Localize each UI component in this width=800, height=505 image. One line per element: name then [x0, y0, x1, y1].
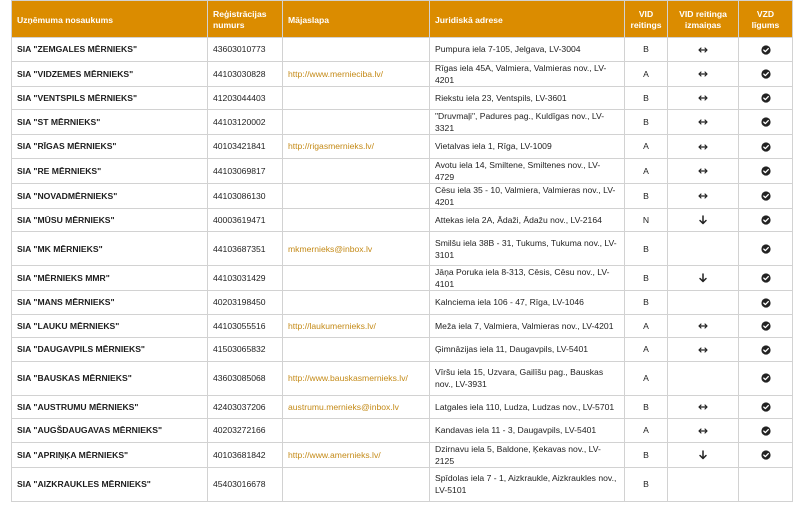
- vid-rating-cell: A: [625, 135, 668, 159]
- vid-rating-cell: B: [625, 467, 668, 501]
- rating-change-cell: [668, 208, 739, 232]
- vid-rating-cell: B: [625, 291, 668, 315]
- rating-change-cell: [668, 110, 739, 135]
- address-cell: Jāņa Poruka iela 8-313, Cēsis, Cēsu nov., LV-4101: [430, 266, 625, 291]
- vzd-contract-cell: [739, 61, 793, 86]
- column-header-vzd-contract[interactable]: VZD līgums: [739, 1, 793, 38]
- vid-rating-cell: A: [625, 338, 668, 362]
- vid-rating-cell: N: [625, 208, 668, 232]
- rating-change-cell: [668, 419, 739, 443]
- arrows-horizontal-icon: [698, 320, 708, 330]
- vzd-contract-cell: [739, 135, 793, 159]
- check-circle-icon: [761, 449, 771, 459]
- reg-number-cell: 44103120002: [208, 110, 283, 135]
- address-cell: Kalnciema iela 106 - 47, Rīga, LV-1046: [430, 291, 625, 315]
- check-circle-icon: [761, 273, 771, 283]
- reg-number-cell: 45403016678: [208, 467, 283, 501]
- company-name-cell: SIA "RE MĒRNIEKS": [12, 158, 208, 183]
- company-name-cell: SIA "LAUKU MĒRNIEKS": [12, 314, 208, 338]
- company-name-cell: SIA "AUSTRUMU MĒRNIEKS": [12, 395, 208, 419]
- column-header-website[interactable]: Mājaslapa: [283, 1, 430, 38]
- reg-number-cell: 40003619471: [208, 208, 283, 232]
- rating-change-cell: [668, 158, 739, 183]
- address-cell: Pumpura iela 7-105, Jelgava, LV-3004: [430, 38, 625, 62]
- address-cell: Vīršu iela 15, Uzvara, Gailīšu pag., Bauskas nov., LV-3931: [430, 361, 625, 395]
- reg-number-cell: 41203044403: [208, 86, 283, 110]
- arrows-horizontal-icon: [698, 92, 708, 102]
- vid-rating-cell: A: [625, 419, 668, 443]
- vzd-contract-cell: [739, 183, 793, 208]
- rating-change-cell: [668, 467, 739, 501]
- table-row: [12, 158, 793, 183]
- reg-number-cell: 44103069817: [208, 158, 283, 183]
- vid-rating-cell: B: [625, 232, 668, 266]
- vzd-contract-cell: [739, 442, 793, 467]
- vzd-contract-cell: [739, 266, 793, 291]
- website-link[interactable]: mkmernieks@inbox.lv: [283, 232, 430, 266]
- rating-change-cell: [668, 86, 739, 110]
- company-name-cell: SIA "APRIŅĶA MĒRNIEKS": [12, 442, 208, 467]
- address-cell: Cēsu iela 35 - 10, Valmiera, Valmieras nov., LV-4201: [430, 183, 625, 208]
- table-row: [12, 442, 793, 467]
- table-row: [12, 183, 793, 208]
- company-name-cell: SIA "MANS MĒRNIEKS": [12, 291, 208, 315]
- address-cell: Attekas iela 2A, Ādaži, Ādažu nov., LV-2164: [430, 208, 625, 232]
- rating-change-cell: [668, 395, 739, 419]
- check-circle-icon: [761, 401, 771, 411]
- website-link[interactable]: http://www.bauskasmernieks.lv/: [283, 361, 430, 395]
- vid-rating-cell: B: [625, 86, 668, 110]
- reg-number-cell: 40103681842: [208, 442, 283, 467]
- check-circle-icon: [761, 141, 771, 151]
- check-circle-icon: [761, 373, 771, 383]
- arrows-horizontal-icon: [698, 344, 708, 354]
- table-row: [12, 86, 793, 110]
- company-name-cell: SIA "DAUGAVPILS MĒRNIEKS": [12, 338, 208, 362]
- vzd-contract-cell: [739, 208, 793, 232]
- website-link: [283, 158, 430, 183]
- vid-rating-cell: B: [625, 395, 668, 419]
- website-link[interactable]: http://www.mernieciba.lv/: [283, 61, 430, 86]
- arrow-down-icon: [698, 273, 708, 283]
- column-header-reg-number[interactable]: Reģistrācijas numurs: [208, 1, 283, 38]
- company-name-cell: SIA "MK MĒRNIEKS": [12, 232, 208, 266]
- reg-number-cell: 44103086130: [208, 183, 283, 208]
- arrows-horizontal-icon: [698, 425, 708, 435]
- reg-number-cell: 41503065832: [208, 338, 283, 362]
- rating-change-cell: [668, 232, 739, 266]
- vzd-contract-cell: [739, 395, 793, 419]
- website-link[interactable]: http://rigasmernieks.lv/: [283, 135, 430, 159]
- reg-number-cell: 40203198450: [208, 291, 283, 315]
- vid-rating-cell: A: [625, 61, 668, 86]
- company-name-cell: SIA "AIZKRAUKLES MĒRNIEKS": [12, 467, 208, 501]
- rating-change-cell: [668, 338, 739, 362]
- company-name-cell: SIA "NOVADMĒRNIEKS": [12, 183, 208, 208]
- check-circle-icon: [761, 68, 771, 78]
- check-circle-icon: [761, 165, 771, 175]
- address-cell: Avotu iela 14, Smiltene, Smiltenes nov., LV-4729: [430, 158, 625, 183]
- website-link: [283, 38, 430, 62]
- table-row: [12, 266, 793, 291]
- table-row: [12, 291, 793, 315]
- rating-change-cell: [668, 442, 739, 467]
- rating-change-cell: [668, 266, 739, 291]
- rating-change-cell: [668, 361, 739, 395]
- address-cell: Smilšu iela 38B - 31, Tukums, Tukuma nov., LV-3101: [430, 232, 625, 266]
- website-link: [283, 338, 430, 362]
- column-header-company[interactable]: Uzņēmuma nosaukums: [12, 1, 208, 38]
- company-name-cell: SIA "RĪGAS MĒRNIEKS": [12, 135, 208, 159]
- rating-change-cell: [668, 61, 739, 86]
- table-row: [12, 314, 793, 338]
- reg-number-cell: 43603010773: [208, 38, 283, 62]
- address-cell: Latgales iela 110, Ludza, Ludzas nov., LV-5701: [430, 395, 625, 419]
- website-link[interactable]: austrumu.mernieks@inbox.lv: [283, 395, 430, 419]
- vzd-contract-cell: [739, 110, 793, 135]
- arrows-horizontal-icon: [698, 44, 708, 54]
- check-circle-icon: [761, 344, 771, 354]
- reg-number-cell: 44103031429: [208, 266, 283, 291]
- reg-number-cell: 43603085068: [208, 361, 283, 395]
- rating-change-cell: [668, 38, 739, 62]
- vid-rating-cell: A: [625, 361, 668, 395]
- vid-rating-cell: B: [625, 442, 668, 467]
- arrow-down-icon: [698, 449, 708, 459]
- vid-rating-cell: B: [625, 266, 668, 291]
- surveyors-table: [11, 0, 793, 502]
- vid-rating-cell: B: [625, 183, 668, 208]
- table-row: [12, 135, 793, 159]
- vzd-contract-cell: [739, 419, 793, 443]
- address-cell: Rīgas iela 45A, Valmiera, Valmieras nov., LV-4201: [430, 61, 625, 86]
- vzd-contract-cell: [739, 467, 793, 501]
- rating-change-cell: [668, 314, 739, 338]
- reg-number-cell: 42403037206: [208, 395, 283, 419]
- address-cell: "Druvmaļi", Padures pag., Kuldīgas nov., LV-3321: [430, 110, 625, 135]
- website-link: [283, 208, 430, 232]
- column-header-address[interactable]: Juridiskā adrese: [430, 1, 625, 38]
- reg-number-cell: 40103421841: [208, 135, 283, 159]
- vzd-contract-cell: [739, 314, 793, 338]
- arrows-horizontal-icon: [698, 401, 708, 411]
- website-link: [283, 266, 430, 291]
- address-cell: Kandavas iela 11 - 3, Daugavpils, LV-5401: [430, 419, 625, 443]
- arrows-horizontal-icon: [698, 165, 708, 175]
- website-link: [283, 419, 430, 443]
- vzd-contract-cell: [739, 361, 793, 395]
- address-cell: Dzirnavu iela 5, Baldone, Ķekavas nov., LV-2125: [430, 442, 625, 467]
- table-row: [12, 232, 793, 266]
- table-row: [12, 467, 793, 501]
- reg-number-cell: 44103030828: [208, 61, 283, 86]
- column-header-vid-rating[interactable]: VID reitings: [625, 1, 668, 38]
- arrows-horizontal-icon: [698, 190, 708, 200]
- company-name-cell: SIA "ZEMGALES MĒRNIEKS": [12, 38, 208, 62]
- rating-change-cell: [668, 183, 739, 208]
- check-circle-icon: [761, 297, 771, 307]
- table-row: [12, 208, 793, 232]
- address-cell: Vietalvas iela 1, Rīga, LV-1009: [430, 135, 625, 159]
- table-row: [12, 361, 793, 395]
- address-cell: Spīdolas iela 7 - 1, Aizkraukle, Aizkraukles nov., LV-5101: [430, 467, 625, 501]
- company-name-cell: SIA "AUGŠDAUGAVAS MĒRNIEKS": [12, 419, 208, 443]
- address-cell: Ģimnāzijas iela 11, Daugavpils, LV-5401: [430, 338, 625, 362]
- table-row: [12, 110, 793, 135]
- check-circle-icon: [761, 214, 771, 224]
- table-row: [12, 395, 793, 419]
- check-circle-icon: [761, 190, 771, 200]
- check-circle-icon: [761, 243, 771, 253]
- website-link: [283, 110, 430, 135]
- table-header-row: [12, 1, 793, 38]
- vzd-contract-cell: [739, 158, 793, 183]
- website-link: [283, 291, 430, 315]
- check-circle-icon: [761, 425, 771, 435]
- website-link[interactable]: http://www.amernieks.lv/: [283, 442, 430, 467]
- website-link[interactable]: http://laukumernieks.lv/: [283, 314, 430, 338]
- website-link: [283, 467, 430, 501]
- reg-number-cell: 44103055516: [208, 314, 283, 338]
- website-link: [283, 86, 430, 110]
- arrow-down-icon: [698, 214, 708, 224]
- check-circle-icon: [761, 44, 771, 54]
- company-name-cell: SIA "MĒRNIEKS MMR": [12, 266, 208, 291]
- check-circle-icon: [761, 92, 771, 102]
- company-name-cell: SIA "VENTSPILS MĒRNIEKS": [12, 86, 208, 110]
- arrows-horizontal-icon: [698, 68, 708, 78]
- vzd-contract-cell: [739, 232, 793, 266]
- check-circle-icon: [761, 117, 771, 127]
- arrows-horizontal-icon: [698, 117, 708, 127]
- vid-rating-cell: B: [625, 110, 668, 135]
- address-cell: Riekstu iela 23, Ventspils, LV-3601: [430, 86, 625, 110]
- vzd-contract-cell: [739, 291, 793, 315]
- company-name-cell: SIA "MŪSU MĒRNIEKS": [12, 208, 208, 232]
- table-row: [12, 61, 793, 86]
- check-circle-icon: [761, 320, 771, 330]
- column-header-rating-change[interactable]: VID reitinga izmaiņas: [668, 1, 739, 38]
- surveyors-table-container: [11, 0, 793, 502]
- company-name-cell: SIA "ST MĒRNIEKS": [12, 110, 208, 135]
- vzd-contract-cell: [739, 338, 793, 362]
- rating-change-cell: [668, 135, 739, 159]
- vzd-contract-cell: [739, 38, 793, 62]
- reg-number-cell: 44103687351: [208, 232, 283, 266]
- website-link: [283, 183, 430, 208]
- table-row: [12, 419, 793, 443]
- table-row: [12, 338, 793, 362]
- table-row: [12, 38, 793, 62]
- company-name-cell: SIA "VIDZEMES MĒRNIEKS": [12, 61, 208, 86]
- company-name-cell: SIA "BAUSKAS MĒRNIEKS": [12, 361, 208, 395]
- rating-change-cell: [668, 291, 739, 315]
- vid-rating-cell: A: [625, 158, 668, 183]
- reg-number-cell: 40203272166: [208, 419, 283, 443]
- vzd-contract-cell: [739, 86, 793, 110]
- arrows-horizontal-icon: [698, 141, 708, 151]
- address-cell: Meža iela 7, Valmiera, Valmieras nov., LV-4201: [430, 314, 625, 338]
- vid-rating-cell: B: [625, 38, 668, 62]
- vid-rating-cell: A: [625, 314, 668, 338]
